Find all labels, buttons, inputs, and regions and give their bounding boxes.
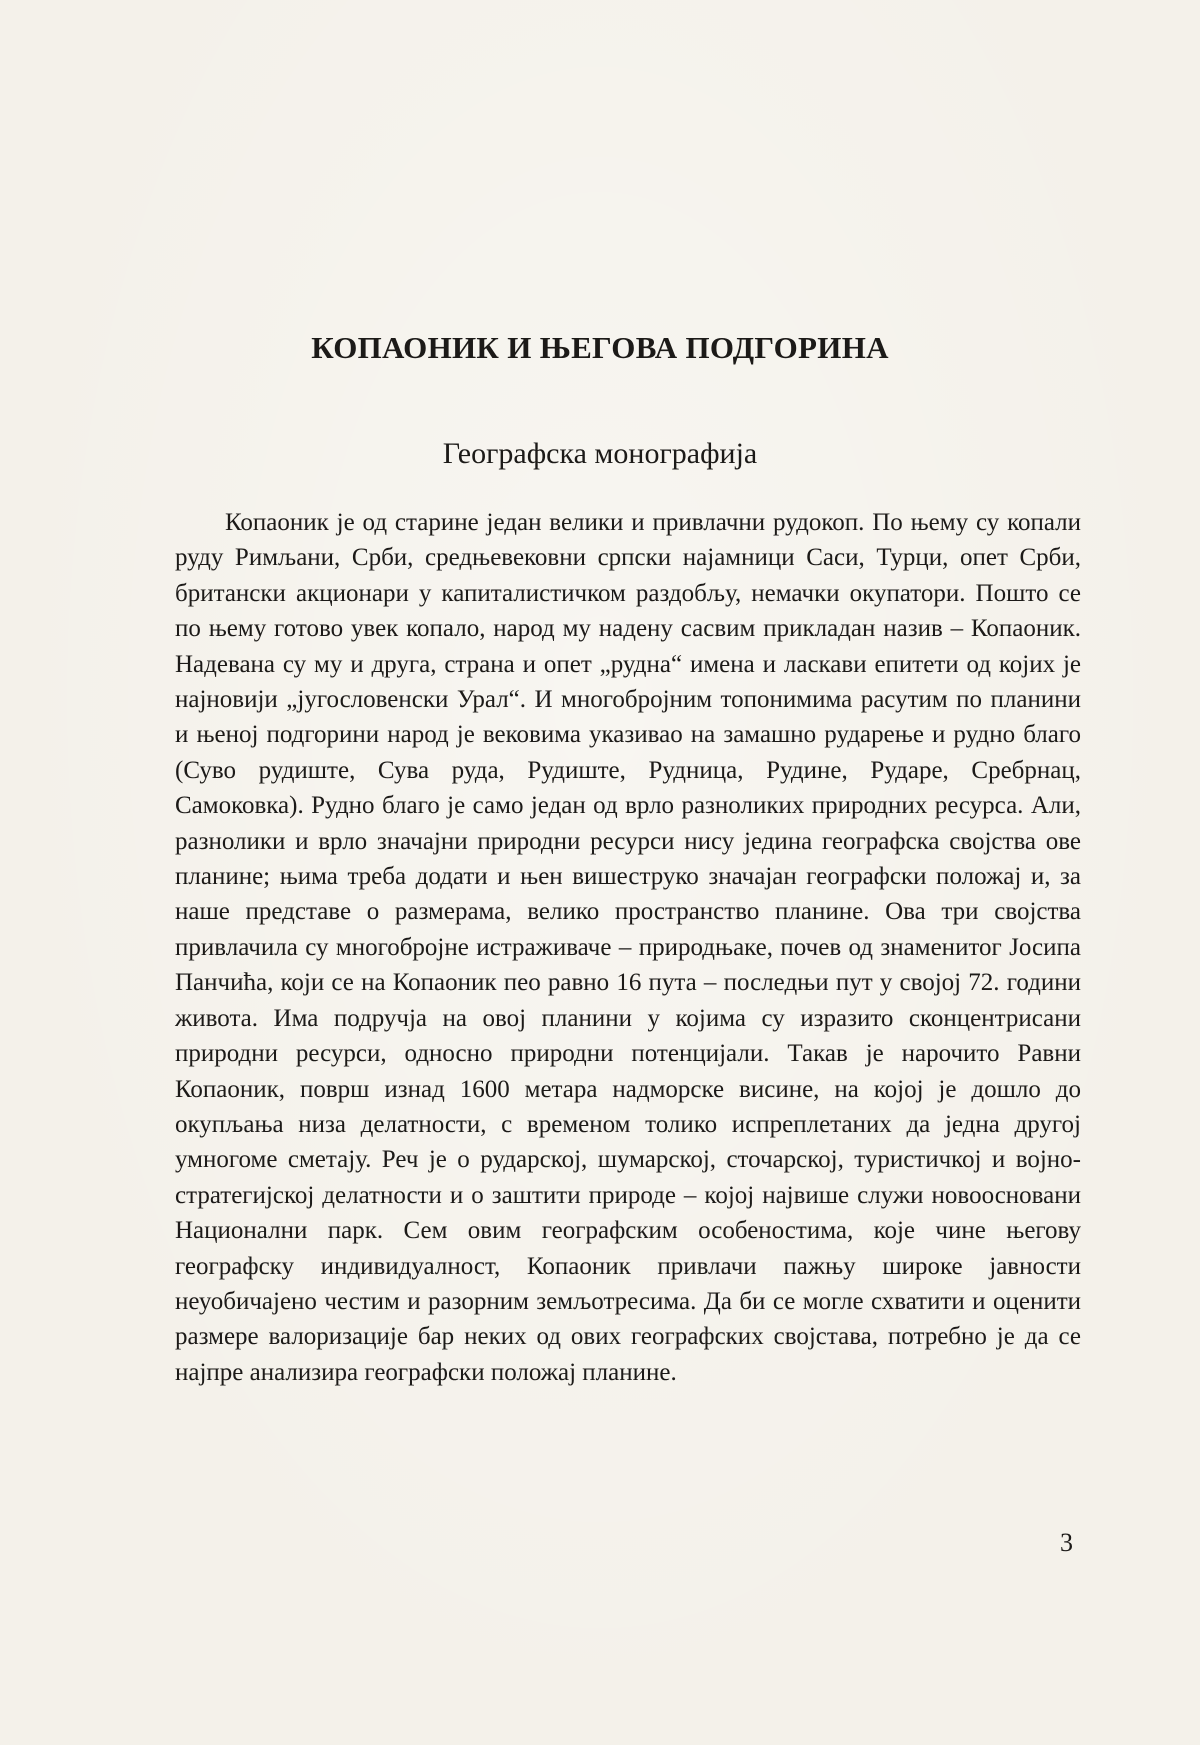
- page-title: КОПАОНИК И ЊЕГОВА ПОДГОРИНА: [311, 330, 889, 365]
- body-paragraph: Копаоник је од старине један велики и привлачни рудокоп. По њему су копали руду Римљани, Срби, средњевековни српски најамници Саси, Турци, опет Срби, британски акционари у капиталистичком раздобљу, немачки окупатори. Пошто се по њему готово увек копало, народ му надену сасвим прикладан назив – Копаоник. Надевана су му и друга, страна и опет „рудна“ имена и ласкави епитети од којих је најновији „југословенски Урал“. И многобројним топонимима расутим по планини и њеној подгорини народ је вековима указивао на замашно рударење и рудно благо (Суво рудиште, Сува руда, Рудиште, Рудница, Рудине, Рударе, Сребрнац, Самоковка). Рудно благо је само један од врло разноликих природних ресурса. Али, разнолики и врло значајни природни ресурси нису једина географска својства ове планине; њима треба додати и њен вишеструко значајан географски положај и, за наше представе о размерама, велико пространство планине. Ова три својства привлачила су многобројне истраживаче – природњаке, почев од знаменитог Јосипа Панчића, који се на Копаоник пео равно 16 пута – последњи пут у својој 72. години живота. Има подручја на овој планини у којима су изразито сконцентрисани природни ресурси, односно природни потенцијали. Такав је нарочито Равни Копаоник, површ изнад 1600 метара надморске висине, на којој је дошло до окупљања низа делатности, с временом толико испреплетаних да једна другој умногоме сметају. Реч је о рударској, шумарској, сточарској, туристичкој и војно-стратегијској делатности и о заштити природе – којој највише служи новоосновани Национални парк. Сем овим географским особеностима, које чине његову географску индивидуалност, Копаоник привлачи пажњу широке јавности неуобичајено честим и разорним земљотресима. Да би се могле схватити и оценити размере валоризације бар неких од ових географских својстава, потребно је да се најпре анализира географски положај планине.: [175, 509, 1081, 1386]
- page-number: 3: [1060, 1528, 1073, 1557]
- page-subtitle: Географска монографија: [442, 437, 758, 470]
